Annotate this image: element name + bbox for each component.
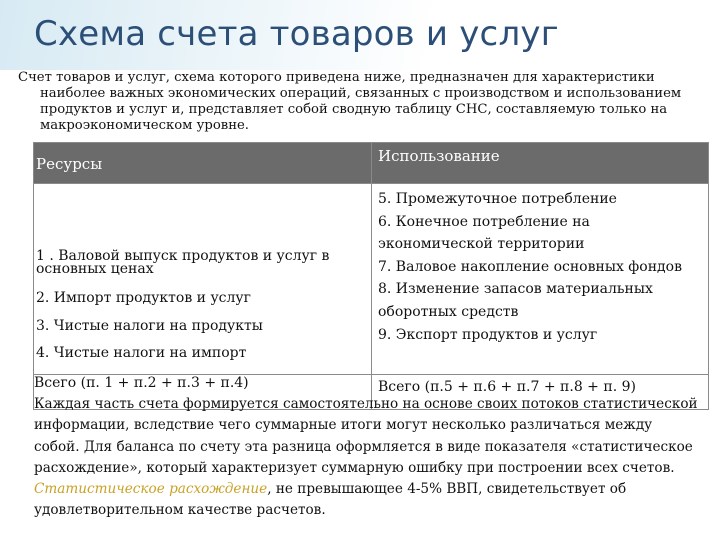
body-text-part: , не превышающее 4-5% ВВП, свидетельствует об удовлетворительном качестве расчетов.: [34, 481, 627, 519]
intro-paragraph: [18, 70, 708, 134]
resource-item: 4. Чистые налоги на импорт: [36, 345, 247, 361]
intro-line: продуктов и услуг и, представляет собой сводную таблицу СНС, составляемую только на: [40, 102, 668, 117]
table-header-row: [34, 143, 709, 184]
resource-item: 3. Чистые налоги на продукты: [36, 318, 263, 334]
resources-header: Ресурсы: [34, 143, 372, 184]
body-text-part: Каждая часть счета формируется самостоятельно на основе своих потоков статистической информации, вследствие чего суммарные итоги могут несколько различаться между собой. Для баланса по счету эта разница оформляется в виде показателя «статистическое расхождение», который характеризует суммарную ошибку при построении всех счетов.: [34, 396, 698, 476]
resource-item: 2. Импорт продуктов и услуг: [36, 290, 251, 306]
uses-cell: [372, 184, 709, 375]
resources-cell: [34, 184, 372, 375]
table-row: [34, 184, 709, 375]
uses-total: Всего (п.5 + п.6 + п.7 + п.8 + п. 9): [372, 375, 709, 410]
resource-item: 1 . Валовой выпуск продуктов и услуг в основных ценах: [36, 248, 330, 277]
intro-line: Счет товаров и услуг, схема которого приведена ниже, предназначен для характеристики: [18, 70, 655, 85]
body-paragraph: [34, 394, 700, 522]
intro-line: наиболее важных экономических операций, связанных с производством и использованием: [40, 86, 682, 101]
use-item: 7. Валовое накопление основных фондов: [378, 258, 682, 275]
use-item: 8. Изменение запасов материальных оборотных средств: [378, 281, 653, 320]
use-item: 9. Экспорт продуктов и услуг: [378, 326, 598, 343]
account-scheme-table: [33, 142, 709, 410]
highlight-term: Статистическое расхождение: [34, 481, 268, 498]
slide-title: Схема счета товаров и услуг: [34, 14, 559, 54]
intro-line: макроэкономическом уровне.: [40, 118, 249, 133]
resources-total: Всего (п. 1 + п.2 + п.3 + п.4): [34, 375, 372, 410]
use-item: 5. Промежуточное потребление: [378, 191, 617, 207]
uses-header: Использование: [372, 143, 709, 184]
use-item: 6. Конечное потребление на экономической территории: [378, 213, 590, 253]
